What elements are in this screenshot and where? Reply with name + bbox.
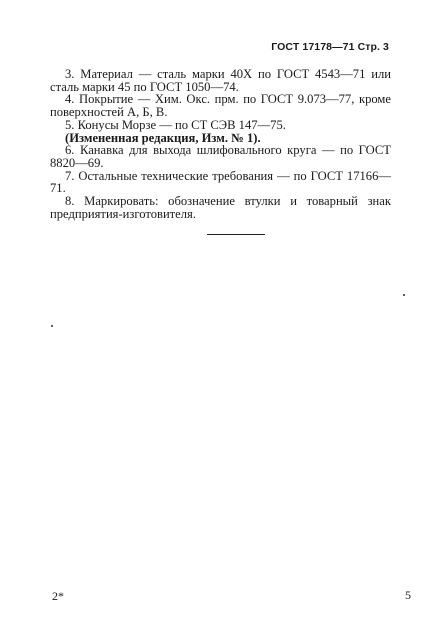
paragraph-technical-requirements: 7. Остальные технические требования — по ГОСТ 17166—71. [50, 168, 391, 196]
section-divider [207, 234, 265, 235]
page-header: ГОСТ 17178—71 Стр. 3 [271, 41, 389, 53]
document-body [50, 68, 391, 220]
paragraph-revision-note: (Измененная редакция, Изм. № 1). [65, 130, 261, 145]
signature-mark: 2* [52, 589, 64, 603]
paragraph-coating: 4. Покрытие — Хим. Окс. прм. по ГОСТ 9.073—77, кроме поверхностей А, Б, В. [50, 92, 391, 120]
page-number: 5 [405, 588, 411, 602]
paragraph-groove: 6. Канавка для выхода шлифовального круга — по ГОСТ 8820—69. [50, 143, 391, 170]
paragraph-marking: 8. Маркировать: обозначение втулки и товарный знак предприятия-изготовителя. [50, 194, 391, 221]
scan-speck [403, 294, 405, 296]
paragraph-material: 3. Материал — сталь марки 40Х по ГОСТ 4543—71 или сталь марки 45 по ГОСТ 1050—74. [50, 67, 391, 94]
paragraph-morse-cones: 5. Конусы Морзе — по СТ СЭВ 147—75. [65, 117, 286, 132]
scan-speck [51, 325, 53, 327]
